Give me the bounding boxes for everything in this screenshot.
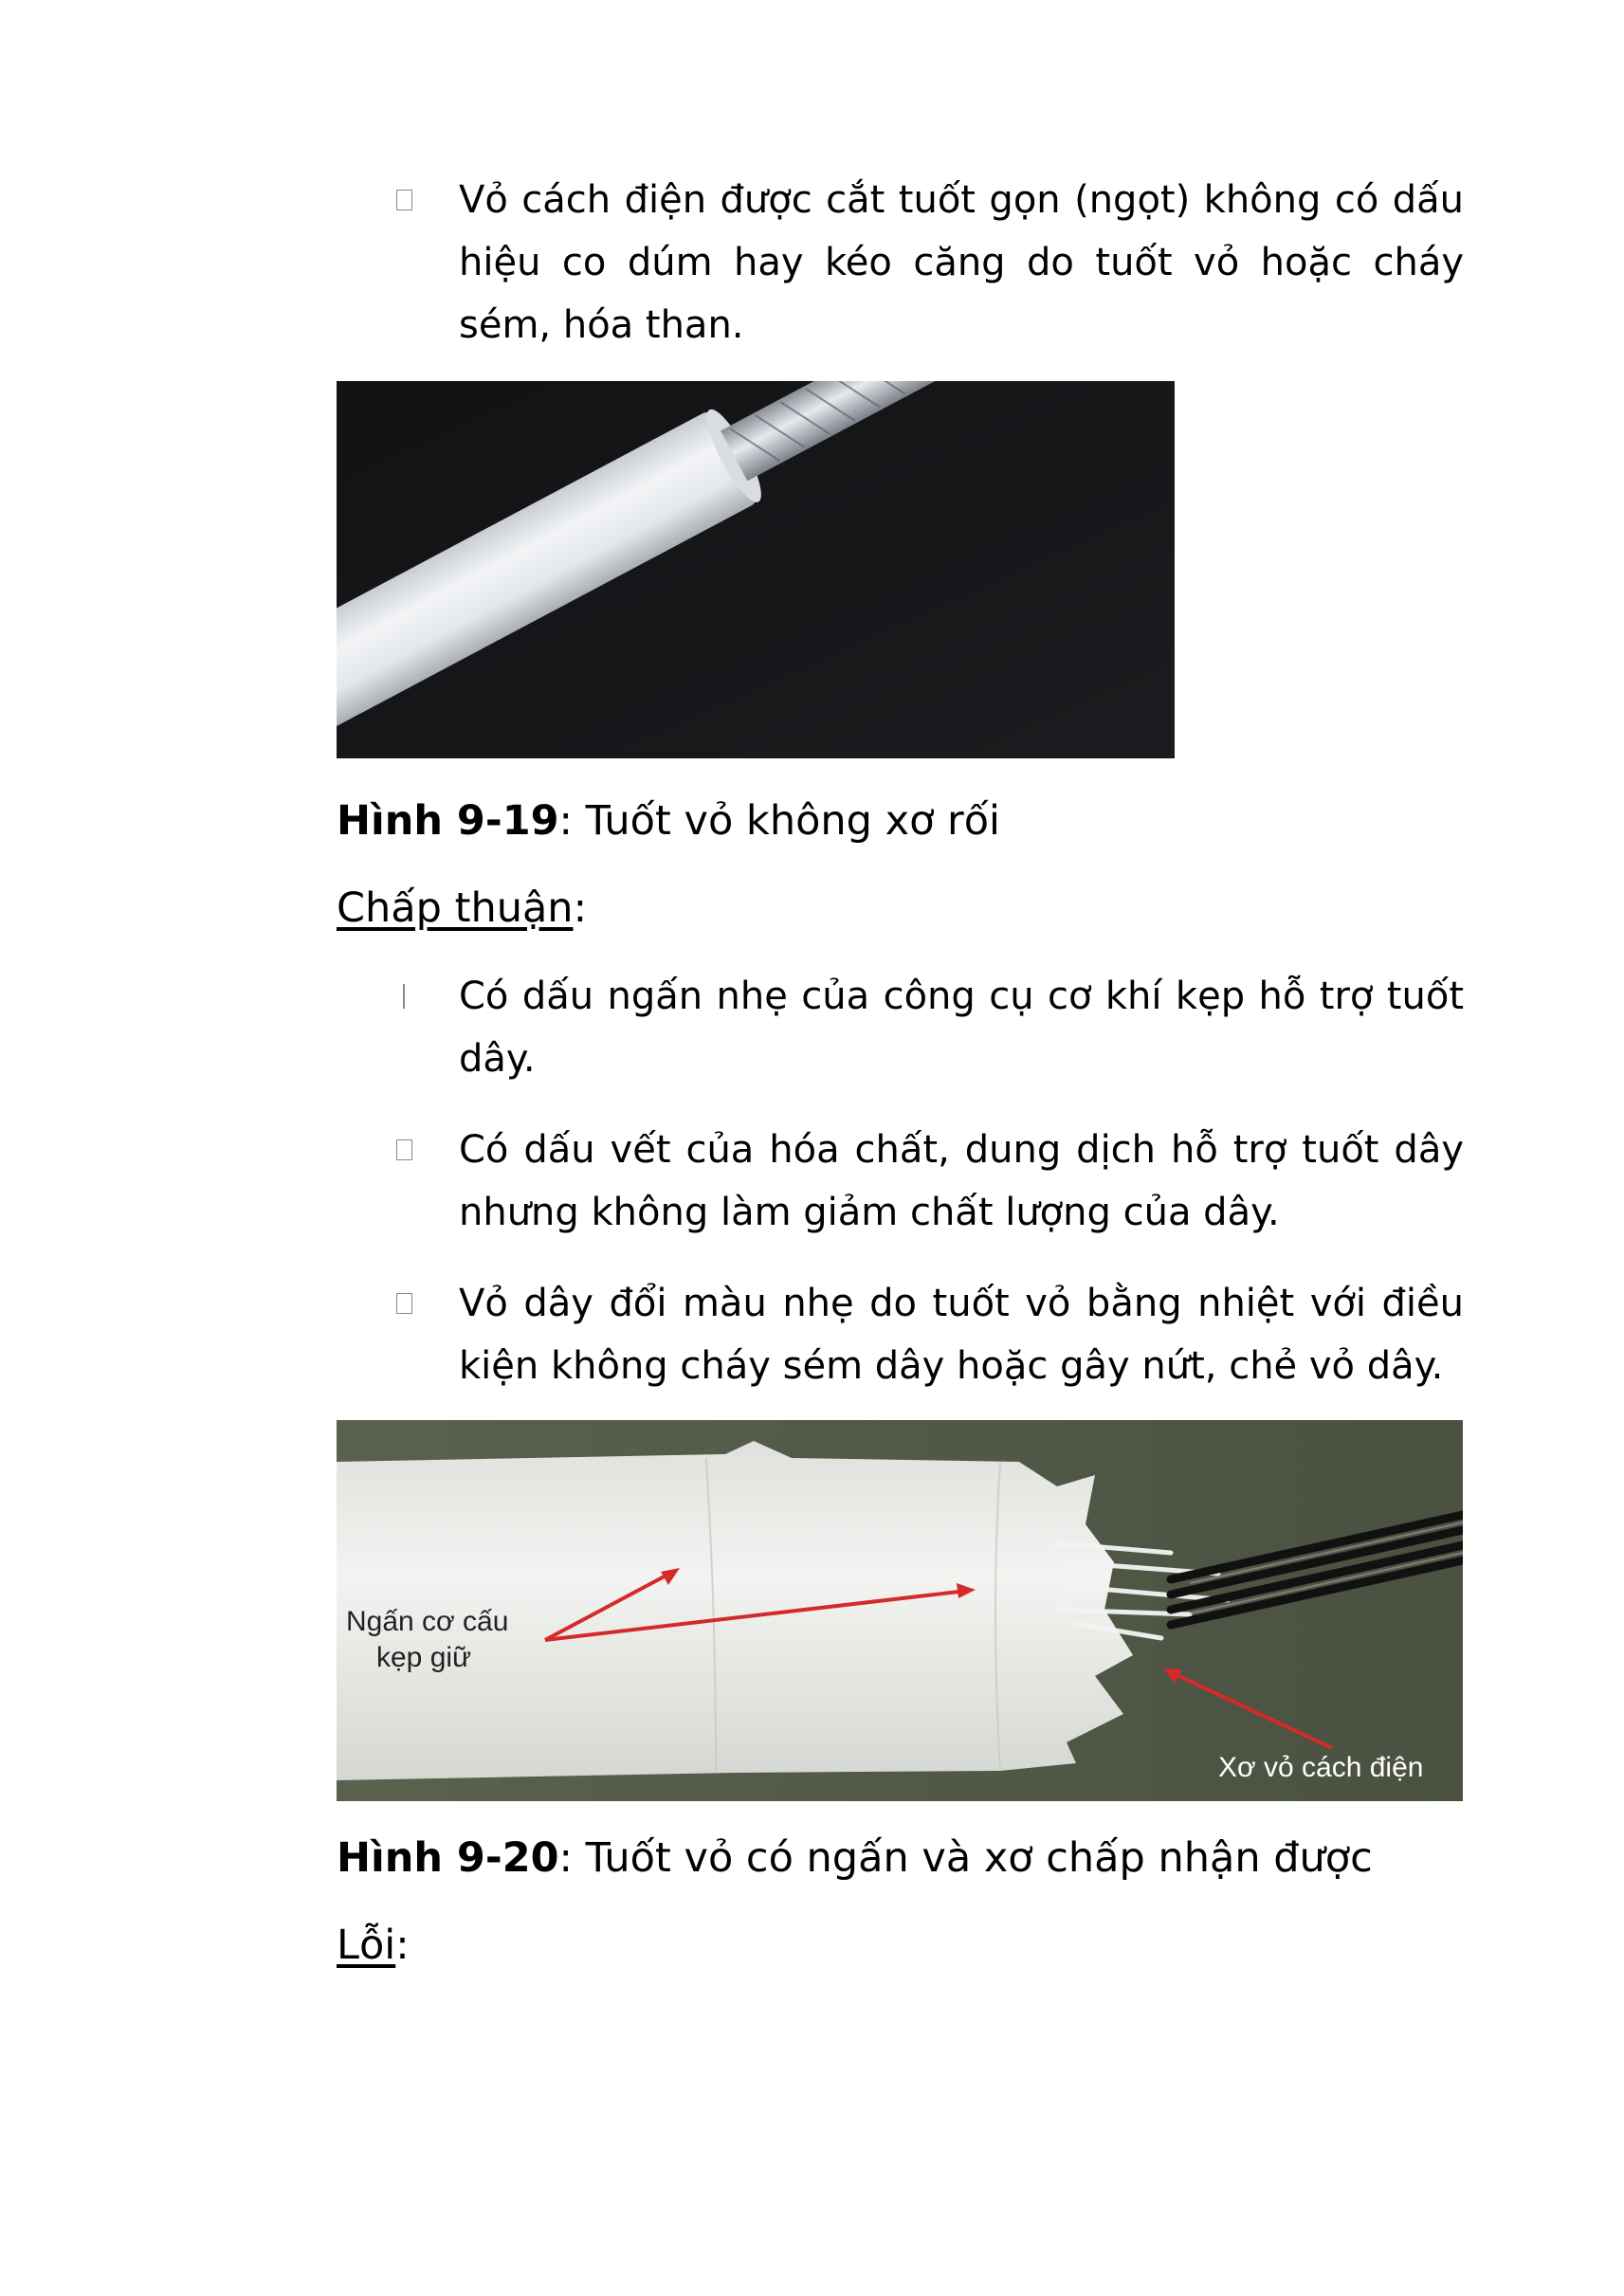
accept-bullet-1 — [391, 965, 1464, 1090]
intro-bullet — [391, 163, 1464, 353]
label-clamp-nick-line2: kẹp giữ — [376, 1642, 472, 1673]
figure-1-caption-text: : Tuốt vỏ không xơ rối — [558, 797, 1000, 845]
figure-nicked-insulation-photo — [337, 1420, 1463, 1801]
figure-2-caption — [337, 1830, 1373, 1886]
checkbox-bullet-icon — [391, 1119, 417, 1181]
bar-bullet-icon — [391, 965, 417, 1028]
error-heading — [337, 1917, 410, 1974]
accept-heading-colon: : — [573, 884, 588, 932]
accept-heading-text: Chấp thuận — [337, 884, 574, 932]
accept-bullet-2 — [391, 1119, 1464, 1244]
label-insulation-fray: Xơ vỏ cách điện — [1218, 1752, 1424, 1783]
checkbox-bullet-icon — [391, 169, 417, 231]
figure-2-caption-label: Hình 9-20 — [337, 1834, 559, 1882]
intro-bullet-text: Vỏ cách điện được cắt tuốt gọn (ngọt) không có dấu hiệu co dúm hay kéo căng do tuốt vỏ hoặc cháy sém, hóa than. — [459, 178, 1464, 347]
accept-bullet-3-text: Vỏ dây đổi màu nhẹ do tuốt vỏ bằng nhiệt với điều kiện không cháy sém dây hoặc gây nứt, chẻ vỏ dây. — [459, 1282, 1464, 1388]
accept-bullet-3 — [391, 1272, 1464, 1397]
label-clamp-nick: Ngấn cơ cấu — [346, 1606, 509, 1637]
accept-bullet-1-text: Có dấu ngấn nhẹ của công cụ cơ khí kẹp hỗ trợ tuốt dây. — [459, 975, 1464, 1081]
checkbox-bullet-icon — [391, 1272, 417, 1335]
figure-2-caption-text: : Tuốt vỏ có ngấn và xơ chấp nhận được — [558, 1834, 1373, 1882]
error-heading-text: Lỗi — [337, 1922, 396, 1969]
error-heading-colon: : — [395, 1922, 410, 1969]
figure-1-caption-label: Hình 9-19 — [337, 797, 559, 845]
figure-1-caption — [337, 793, 1000, 849]
figure-stripped-wire-photo — [337, 381, 1175, 758]
accept-heading — [337, 880, 587, 937]
accept-bullet-2-text: Có dấu vết của hóa chất, dung dịch hỗ trợ tuốt dây nhưng không làm giảm chất lượng của dây. — [459, 1128, 1464, 1234]
